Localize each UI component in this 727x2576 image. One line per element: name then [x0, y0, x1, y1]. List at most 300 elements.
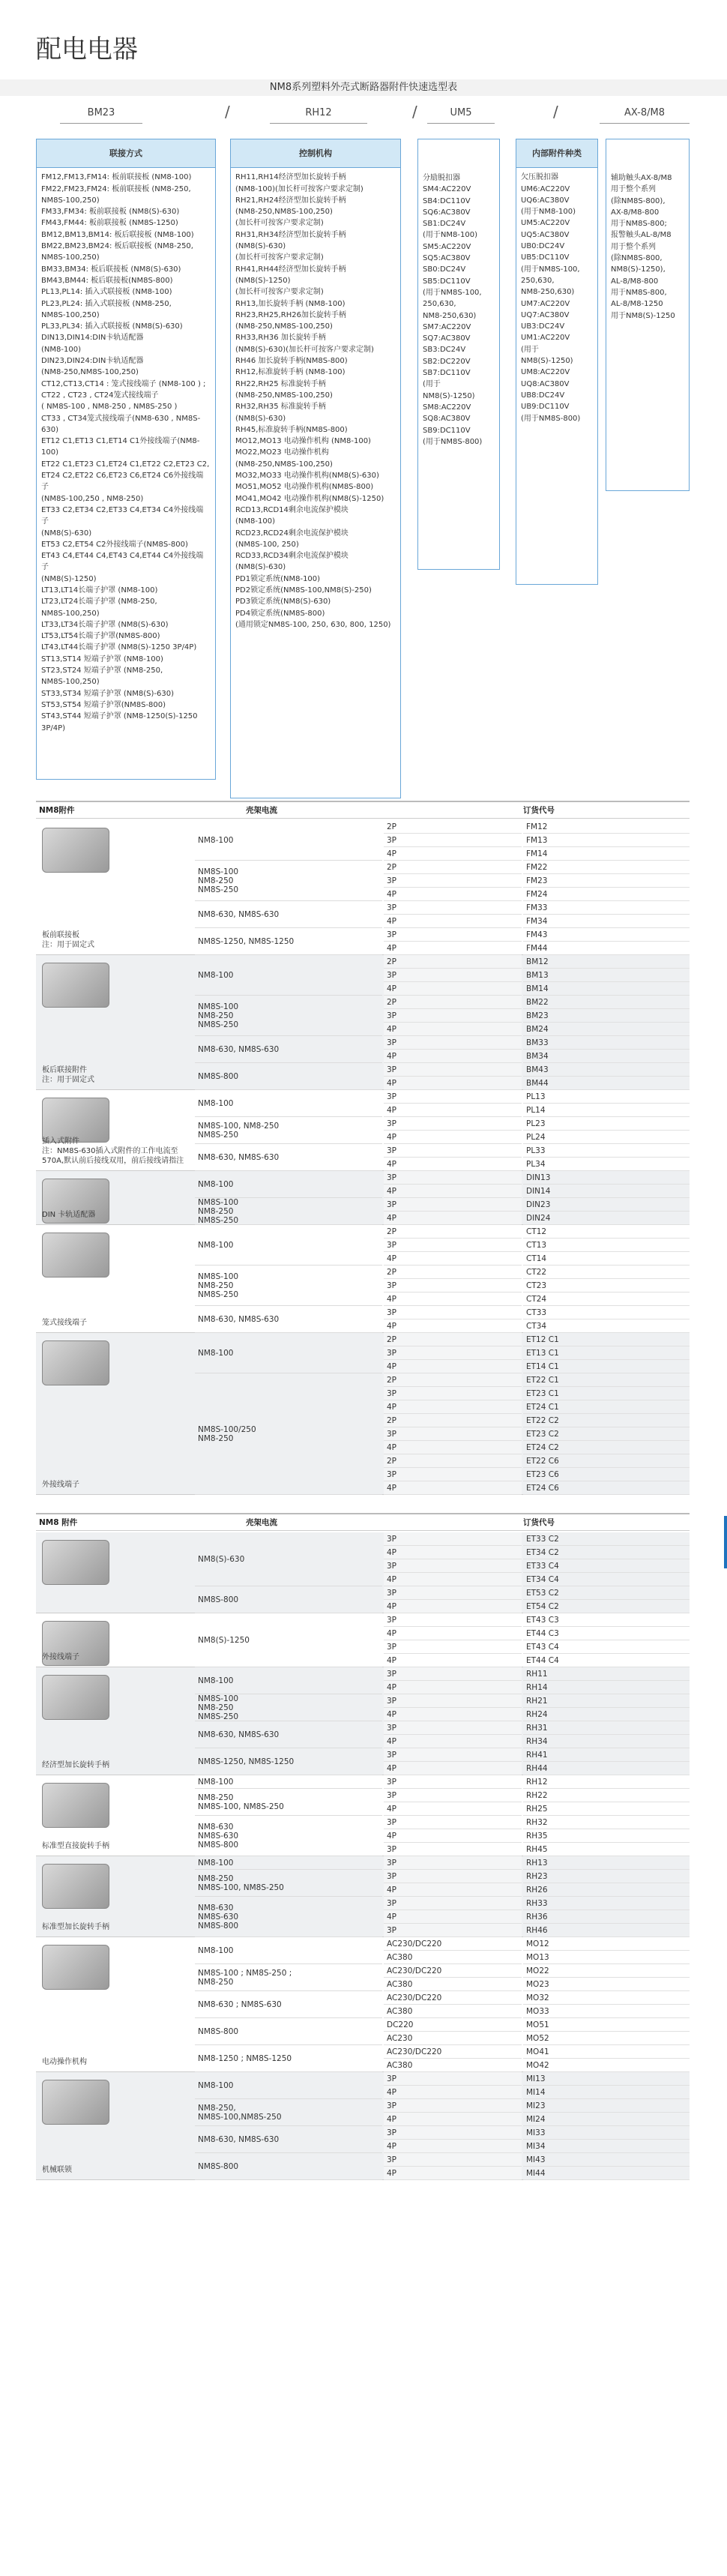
pole-cell: 2P — [384, 861, 522, 874]
pole-cell: 4P — [384, 1131, 522, 1144]
page-subtitle: NM8系列塑料外壳式断路器附件快速选型表 — [0, 79, 727, 96]
product-image — [42, 1098, 109, 1143]
order-code: RH36 — [523, 1910, 690, 1924]
pole-cell: 4P — [384, 1802, 522, 1816]
product-cell — [36, 955, 193, 1089]
category-ax8: AX-8/M8 — [600, 104, 690, 124]
pole-cell: DC220 — [384, 2018, 522, 2032]
pole-cell: 3P — [384, 1427, 522, 1441]
pole-cell: 3P — [384, 1532, 522, 1546]
frame-model: NM8-630, NM8S-630 — [195, 1036, 382, 1063]
order-code: ET34 C4 — [523, 1573, 690, 1586]
order-code: RH32 — [523, 1816, 690, 1829]
order-code: RH44 — [523, 1762, 690, 1775]
pole-cell: 3P — [384, 1306, 522, 1319]
accessory-group — [36, 1171, 690, 1225]
product-name: 板后联接附件 注：用于固定式 — [42, 1066, 94, 1084]
order-code: MO41 — [523, 2045, 690, 2059]
accessory-box — [36, 139, 216, 780]
pole-cell: 4P — [384, 1654, 522, 1667]
pole-cell: 4P — [384, 847, 522, 861]
table-header-cell: 订货代号 — [523, 806, 555, 815]
product-cell — [36, 820, 193, 954]
pole-cell: 3P — [384, 2126, 522, 2140]
frame-model: NM8S-100 NM8-250 NM8S-250 — [195, 1266, 382, 1306]
order-code: ET43 C4 — [523, 1640, 690, 1654]
order-code: MI13 — [523, 2072, 690, 2086]
frame-model: NM8-100 — [195, 1171, 382, 1198]
product-image — [42, 963, 109, 1008]
pole-cell: 2P — [384, 1266, 522, 1279]
pole-cell: 3P — [384, 1063, 522, 1077]
order-code: MO33 — [523, 2005, 690, 2018]
pole-cell: 4P — [384, 1481, 522, 1495]
pole-cell: AC230/DC220 — [384, 1964, 522, 1978]
pole-cell: 3P — [384, 1239, 522, 1252]
order-code: ET44 C3 — [523, 1627, 690, 1640]
order-code: RH35 — [523, 1829, 690, 1843]
order-code: ET43 C3 — [523, 1613, 690, 1627]
pole-cell: 3P — [384, 969, 522, 982]
product-cell — [36, 1667, 193, 1775]
pole-cell: 3P — [384, 1667, 522, 1681]
product-image — [42, 1864, 109, 1909]
product-name: 插入式附件 注：NM8S-630插入式附件的工作电流至 570A,默认前后接线双用，前后接线请指注 — [42, 1137, 184, 1165]
pole-cell: 4P — [384, 2167, 522, 2180]
box-body: RH11,RH14经济型加长旋转手柄 (NM8-100)(加长杆可按客户要求定制) RH21,RH24经济型加长旋转手柄 (NM8-250,NM8S-100,250) (加长杆可按客户要求定制) RH31,RH34经济型加长旋转手柄(NM8(S)-630) (加长杆可按客户要求定制) RH41,RH44经济型加长旋转手柄(NM8(S)-1250) (加长杆可按客户要求定制) RH13,加长旋转手柄 (NM8-100) RH23,RH25,RH26加长旋转手柄 (NM8-250,NM8S-100,250) RH33,RH36 加长旋转手柄 (NM8(S)-630)(加长杆可按客户要求定制) RH46 加长旋转手柄(NM8S-800) RH12,标准旋转手柄 (NM8-100) RH22,RH25 标准旋转手柄 (NM8-250,NM8S-100,250) RH32,RH35 标准旋转手柄 (NM8(S)-630) RH45,标准旋转手柄(NM8S-800) MO12,MO13 电动操作机构 (NM8-100) MO22,MO23 电动操作机构 (NM8-250,NM8S-100,250) MO32,MO33 电动操作机构(NM8(S)-630) MO51,MO52 电动操作机构(NM8S-800) MO41,MO42 电动操作机构(NM8(S)-1250) RCD13,RCD14剩余电流保护模块 (NM8-100) RCD23,RCD24剩余电流保护模块 (NM8S-100, 250) RCD33,RCD34剩余电流保护模块 (NM8(S)-630) PD1锁定系统(NM8-100) PD2锁定系统(NM8S-100,NM8(S)-250) PD3锁定系统(NM8(S)-630) PD4锁定系统(NM8S-800) (通用锁定NM8S-100, 250, 630, 800, 1250) — [235, 173, 391, 629]
accessory-group — [36, 1856, 690, 1937]
pole-cell: 2P — [384, 955, 522, 969]
order-code: BM23 — [523, 1009, 690, 1023]
order-code: MO42 — [523, 2059, 690, 2072]
slash-icon: / — [412, 103, 417, 121]
order-code: PL24 — [523, 1131, 690, 1144]
order-code: RH25 — [523, 1802, 690, 1816]
product-name: 笼式接线端子 — [42, 1319, 87, 1327]
frame-model: NM8-100 — [195, 1090, 382, 1117]
order-code: ET14 C1 — [523, 1360, 690, 1373]
product-name: 板前联接板 注：用于固定式 — [42, 931, 94, 949]
order-code: RH34 — [523, 1735, 690, 1748]
accessory-table — [36, 1513, 690, 2554]
product-cell — [36, 1171, 193, 1224]
pole-cell: 3P — [384, 1856, 522, 1870]
order-code: CT14 — [523, 1252, 690, 1266]
pole-cell: 2P — [384, 1373, 522, 1387]
order-code: RH12 — [523, 1775, 690, 1789]
pole-cell: 3P — [384, 1171, 522, 1185]
frame-model: NM8S-800 — [195, 1063, 382, 1090]
order-code: FM44 — [523, 942, 690, 955]
order-code: ET22 C6 — [523, 1454, 690, 1468]
pole-cell: 4P — [384, 1762, 522, 1775]
order-code: ET22 C2 — [523, 1414, 690, 1427]
order-code: MO13 — [523, 1951, 690, 1964]
order-code: BM13 — [523, 969, 690, 982]
pole-cell: 3P — [384, 1468, 522, 1481]
order-code: CT33 — [523, 1306, 690, 1319]
accessory-group — [36, 1937, 690, 2072]
table-header-cell: NM8 附件 — [39, 1518, 78, 1527]
table-header — [36, 802, 690, 819]
pole-cell: 4P — [384, 888, 522, 901]
category-bm23: BM23 — [60, 104, 142, 124]
pole-cell: 3P — [384, 1870, 522, 1883]
pole-cell: 4P — [384, 982, 522, 996]
accessory-box — [606, 139, 690, 491]
pole-cell: AC380 — [384, 1978, 522, 1991]
accessory-group — [36, 1225, 690, 1333]
order-code: ET53 C2 — [523, 1586, 690, 1600]
table-header-cell: 订货代号 — [523, 1518, 555, 1527]
pole-cell: 4P — [384, 1883, 522, 1897]
order-code: FM14 — [523, 847, 690, 861]
pole-cell: 2P — [384, 1414, 522, 1427]
category-rh12: RH12 — [270, 104, 367, 124]
product-name: 外接线端子 — [42, 1481, 79, 1489]
accessory-group — [36, 2072, 690, 2180]
order-code: ET24 C6 — [523, 1481, 690, 1495]
frame-model: NM8-630, NM8S-630 — [195, 901, 382, 928]
order-code: ET33 C4 — [523, 1559, 690, 1573]
product-image — [42, 1540, 109, 1585]
frame-model: NM8-630, NM8S-630 — [195, 1144, 382, 1171]
pole-cell: AC230/DC220 — [384, 1991, 522, 2005]
order-code: ET33 C2 — [523, 1532, 690, 1546]
frame-model: NM8S-800 — [195, 2018, 382, 2045]
pole-cell: 4P — [384, 1252, 522, 1266]
pole-cell: 4P — [384, 1400, 522, 1414]
product-cell — [36, 1613, 193, 1667]
order-code: RH21 — [523, 1694, 690, 1708]
product-cell — [36, 2072, 193, 2179]
table-header — [36, 1514, 690, 1531]
slash-icon: / — [553, 103, 558, 121]
pole-cell: 4P — [384, 915, 522, 928]
slash-icon: / — [225, 103, 230, 121]
order-code: RH11 — [523, 1667, 690, 1681]
table-header-cell: 壳架电流 — [246, 1518, 277, 1527]
table-header-cell: 壳架电流 — [246, 806, 277, 815]
pole-cell: AC230 — [384, 2032, 522, 2045]
accessory-group — [36, 820, 690, 955]
order-code: PL23 — [523, 1117, 690, 1131]
frame-model: NM8-630 NM8S-630 NM8S-800 — [195, 1897, 382, 1937]
pole-cell: 3P — [384, 928, 522, 942]
accessory-group — [36, 1667, 690, 1775]
pole-cell: 4P — [384, 1600, 522, 1613]
frame-model: NM8-100 — [195, 1225, 382, 1266]
order-code: DIN24 — [523, 1212, 690, 1225]
pole-cell: 4P — [384, 1104, 522, 1117]
table-header-cell: NM8附件 — [39, 806, 75, 815]
frame-model: NM8S-100 NM8-250 NM8S-250 — [195, 996, 382, 1036]
order-code: BM24 — [523, 1023, 690, 1036]
order-code: ET24 C1 — [523, 1400, 690, 1414]
pole-cell: 3P — [384, 1897, 522, 1910]
pole-cell: 2P — [384, 820, 522, 834]
pole-cell: 3P — [384, 1009, 522, 1023]
order-code: RH14 — [523, 1681, 690, 1694]
order-code: ET34 C2 — [523, 1546, 690, 1559]
accessory-group — [36, 1090, 690, 1171]
frame-model: NM8S-100 NM8-250 NM8S-250 — [195, 1198, 382, 1225]
pole-cell: 3P — [384, 1816, 522, 1829]
product-name: 经济型加长旋转手柄 — [42, 1761, 109, 1769]
frame-model: NM8-630 NM8S-630 NM8S-800 — [195, 1816, 382, 1856]
pole-cell: 4P — [384, 942, 522, 955]
frame-model: NM8-250 NM8S-100, NM8S-250 — [195, 1870, 382, 1897]
product-name: 机械联锁 — [42, 2166, 72, 2174]
order-code: FM13 — [523, 834, 690, 847]
pole-cell: 3P — [384, 1789, 522, 1802]
category-um5: UM5 — [427, 104, 495, 124]
order-code: BM14 — [523, 982, 690, 996]
pole-cell: 3P — [384, 1090, 522, 1104]
frame-model: NM8-100 — [195, 1667, 382, 1694]
accessory-group — [36, 1333, 690, 1495]
order-code: RH26 — [523, 1883, 690, 1897]
product-cell — [36, 1090, 193, 1170]
pole-cell: 3P — [384, 1613, 522, 1627]
product-cell — [36, 1856, 193, 1936]
frame-model: NM8-100 — [195, 820, 382, 861]
pole-cell: 3P — [384, 2099, 522, 2113]
order-code: FM43 — [523, 928, 690, 942]
order-code: RH24 — [523, 1708, 690, 1721]
order-code: BM43 — [523, 1063, 690, 1077]
order-code: MO32 — [523, 1991, 690, 2005]
order-code: MI23 — [523, 2099, 690, 2113]
frame-model: NM8S-100, NM8-250 NM8S-250 — [195, 1117, 382, 1144]
accessory-group — [36, 1775, 690, 1856]
order-code: MO51 — [523, 2018, 690, 2032]
product-image — [42, 1340, 109, 1385]
order-code: RH41 — [523, 1748, 690, 1762]
order-code: ET23 C6 — [523, 1468, 690, 1481]
frame-model: NM8-100 — [195, 1937, 382, 1964]
order-code: MI24 — [523, 2113, 690, 2126]
frame-model: NM8-100 — [195, 1775, 382, 1789]
order-code: ET12 C1 — [523, 1333, 690, 1346]
pole-cell: 4P — [384, 2113, 522, 2126]
box-body: 分励脱扣器 SM4:AC220V SB4:DC110V SQ6:AC380V SB1:DC24V (用于NM8-100) SM5:AC220V SQ5:AC380V SB0:DC24V SB5:DC110V (用于NM8S-100, 250,630, NM8-250,630) SM7:AC220V SQ7:AC380V SB3:DC24V SB2:DC220V SB7:DC110V (用于 NM8(S)-1250) SM8:AC220V SQ8:AC380V SB9:DC110V (用于NM8S-800) — [423, 174, 483, 446]
product-name: 电动操作机构 — [42, 2058, 87, 2066]
pole-cell: 4P — [384, 1627, 522, 1640]
product-image — [42, 2080, 109, 2125]
order-code: BM44 — [523, 1077, 690, 1090]
frame-model: NM8-1250 ; NM8S-1250 — [195, 2045, 382, 2072]
order-code: MO23 — [523, 1978, 690, 1991]
order-code: MO12 — [523, 1937, 690, 1951]
accessory-group — [36, 1532, 690, 1613]
pole-cell: 4P — [384, 1050, 522, 1063]
order-code: ET13 C1 — [523, 1346, 690, 1360]
pole-cell: 4P — [384, 1158, 522, 1171]
product-cell — [36, 1532, 193, 1613]
order-code: FM22 — [523, 861, 690, 874]
pole-cell: 3P — [384, 874, 522, 888]
frame-model: NM8-100 — [195, 955, 382, 996]
pole-cell: 4P — [384, 1573, 522, 1586]
pole-cell: 3P — [384, 1843, 522, 1856]
box-header: 控制机构 — [231, 139, 400, 168]
order-code: ET44 C4 — [523, 1654, 690, 1667]
order-code: CT12 — [523, 1225, 690, 1239]
product-image — [42, 1675, 109, 1720]
pole-cell: 4P — [384, 2140, 522, 2153]
box-body: FM12,FM13,FM14: 板前联接板 (NM8-100) FM22,FM23,FM24: 板前联接板 (NM8-250, NM8S-100,250) FM33,FM34: 板前联接板 (NM8(S)-630) FM43,FM44: 板前联接板 (NM8S-1250) BM12,BM13,BM14: 板后联接板 (NM8-100) BM22,BM23,BM24: 板后联接板 (NM8-250, NM8S-100,250) BM33,BM34: 板后联接板 (NM8(S)-630) BM43,BM44: 板后联接板(NM8S-800) PL13,PL14: 插入式联接板 (NM8-100) PL23,PL24: 插入式联接板 (NM8-250, NM8S-100,250) PL33,PL34: 插入式联接板 (NM8(S)-630) DIN13,DIN14:DIN卡轨适配器 (NM8-100) DIN23,DIN24:DIN卡轨适配器 (NM8-250,NM8S-100,250) CT12,CT13,CT14 : 笼式接线端子 (NM8-100 ) ; CT22 , CT23 , CT24笼式接线端子 ( NM8S-100 , NM8-250 , NM8S-250 ) CT33 , CT34笼式接线端子(NM8-630 , NM8S-630) ET12 C1,ET13 C1,ET14 C1外接线端子(NM8-100) ET22 C1,ET23 C1,ET24 C1,ET22 C2,ET23 C2, ET24 C2,ET22 C6,ET23 C6,ET24 C6外接线端子 (NM8S-100,250 , NM8-250) ET33 C2,ET34 C2,ET33 C4,ET34 C4外接线端子 (NM8(S)-630) ET53 C2,ET54 C2外接线端子(NM8S-800) ET43 C4,ET44 C4,ET43 C4,ET44 C4外接线端子 (NM8(S)-1250) LT13,LT14长端子护罩 (NM8-100) LT23,LT24长端子护罩 (NM8-250, NM8S-100,250) LT33,LT34长端子护罩 (NM8(S)-630) LT53,LT54长端子护罩(NM8S-800) LT43,LT44长端子护罩 (NM8(S)-1250 3P/4P) ST13,ST14 短端子护罩 (NM8-100) ST23,ST24 短端子护罩 (NM8-250, NM8S-100,250) ST33,ST34 短端子护罩 (NM8(S)-630) ST53,ST54 短端子护罩(NM8S-800) ST43,ST44 短端子护罩 (NM8-1250(S)-1250 3P/4P) — [41, 173, 210, 732]
order-code: DIN13 — [523, 1171, 690, 1185]
pole-cell: 3P — [384, 1586, 522, 1600]
order-code: BM33 — [523, 1036, 690, 1050]
order-code: PL14 — [523, 1104, 690, 1117]
pole-cell: 3P — [384, 2153, 522, 2167]
frame-model: NM8-630, NM8S-630 — [195, 1721, 382, 1748]
frame-model: NM8-100 — [195, 2072, 382, 2099]
order-code: MO22 — [523, 1964, 690, 1978]
frame-model: NM8-100 — [195, 1856, 382, 1870]
order-code: FM33 — [523, 901, 690, 915]
pole-cell: 4P — [384, 1319, 522, 1333]
order-code: PL13 — [523, 1090, 690, 1104]
pole-cell: 2P — [384, 996, 522, 1009]
frame-model: NM8S-100 NM8-250 NM8S-250 — [195, 861, 382, 901]
order-code: PL34 — [523, 1158, 690, 1171]
order-code: RH22 — [523, 1789, 690, 1802]
order-code: BM22 — [523, 996, 690, 1009]
order-code: RH23 — [523, 1870, 690, 1883]
product-cell — [36, 1937, 193, 2071]
box-header: 联接方式 — [37, 139, 215, 168]
pole-cell: 4P — [384, 1023, 522, 1036]
frame-model: NM8-630, NM8S-630 — [195, 2126, 382, 2153]
order-code: MI33 — [523, 2126, 690, 2140]
order-code: ET24 C2 — [523, 1441, 690, 1454]
frame-model: NM8S-1250, NM8S-1250 — [195, 928, 382, 955]
frame-model: NM8(S)-630 — [195, 1532, 382, 1586]
frame-model: NM8S-800 — [195, 2153, 382, 2180]
order-code: ET22 C1 — [523, 1373, 690, 1387]
order-code: MO52 — [523, 2032, 690, 2045]
pole-cell: 2P — [384, 1454, 522, 1468]
pole-cell: 3P — [384, 1279, 522, 1292]
product-cell — [36, 1775, 193, 1856]
frame-model: NM8-250 NM8S-100, NM8S-250 — [195, 1789, 382, 1816]
order-code: DIN14 — [523, 1185, 690, 1198]
order-code: CT24 — [523, 1292, 690, 1306]
order-code: RH13 — [523, 1856, 690, 1870]
pole-cell: AC380 — [384, 1951, 522, 1964]
pole-cell: 3P — [384, 1775, 522, 1789]
order-code: RH45 — [523, 1843, 690, 1856]
pole-cell: 4P — [384, 1910, 522, 1924]
order-code: PL33 — [523, 1144, 690, 1158]
pole-cell: 3P — [384, 1694, 522, 1708]
product-image — [42, 1233, 109, 1278]
order-code: CT13 — [523, 1239, 690, 1252]
order-code: MI44 — [523, 2167, 690, 2180]
pole-cell: 3P — [384, 1036, 522, 1050]
pole-cell: 3P — [384, 1117, 522, 1131]
box-header-spacer — [418, 139, 499, 169]
pole-cell: 4P — [384, 1708, 522, 1721]
pole-cell: 2P — [384, 1225, 522, 1239]
pole-cell: 4P — [384, 1681, 522, 1694]
frame-model: NM8-100 — [195, 1333, 382, 1373]
pole-cell: 3P — [384, 1640, 522, 1654]
product-name: 标准型直接旋转手柄 — [42, 1842, 109, 1850]
order-code: RH46 — [523, 1924, 690, 1937]
pole-cell: 4P — [384, 1735, 522, 1748]
pole-cell: 4P — [384, 1829, 522, 1843]
pole-cell: 4P — [384, 2086, 522, 2099]
pole-cell: 3P — [384, 1924, 522, 1937]
order-code: RH33 — [523, 1897, 690, 1910]
pole-cell: 3P — [384, 901, 522, 915]
accent-bar — [724, 1516, 727, 1568]
frame-model: NM8-250, NM8S-100,NM8S-250 — [195, 2099, 382, 2126]
order-code: DIN23 — [523, 1198, 690, 1212]
frame-model: NM8(S)-1250 — [195, 1613, 382, 1667]
order-code: FM23 — [523, 874, 690, 888]
order-code: ET23 C2 — [523, 1427, 690, 1441]
frame-model: NM8S-800 — [195, 1586, 382, 1613]
accessory-box — [516, 139, 598, 585]
pole-cell: 3P — [384, 1346, 522, 1360]
pole-cell: 4P — [384, 1185, 522, 1198]
order-code: MI34 — [523, 2140, 690, 2153]
order-code: BM12 — [523, 955, 690, 969]
frame-model: NM8-630, NM8S-630 — [195, 1306, 382, 1333]
pole-cell: 3P — [384, 1559, 522, 1573]
pole-cell: AC230/DC220 — [384, 2045, 522, 2059]
order-code: ET54 C2 — [523, 1600, 690, 1613]
frame-model: NM8S-1250, NM8S-1250 — [195, 1748, 382, 1775]
accessory-box — [230, 139, 401, 798]
box-body: 欠压脱扣器 UM6:AC220V UQ6:AC380V (用于NM8-100) UM5:AC220V UQ5:AC380V UB0:DC24V UB5:DC110V (用于NM8S-100, 250,630, NM8-250,630) UM7:AC220V UQ7:AC380V UB3:DC24V UM1:AC220V (用于 NM8(S)-1250) UM8:AC220V UQ8:AC380V UB8:DC24V UB9:DC110V (用于NM8S-800) — [521, 173, 581, 423]
frame-model: NM8S-100 ; NM8S-250 ; NM8-250 — [195, 1964, 382, 1991]
order-code: RH31 — [523, 1721, 690, 1735]
pole-cell: 4P — [384, 1546, 522, 1559]
pole-cell: 2P — [384, 1333, 522, 1346]
pole-cell: 3P — [384, 1144, 522, 1158]
pole-cell: 4P — [384, 1292, 522, 1306]
frame-model: NM8S-100 NM8-250 NM8S-250 — [195, 1694, 382, 1721]
frame-model: NM8S-100/250 NM8-250 — [195, 1373, 382, 1495]
frame-model: NM8-630 ; NM8S-630 — [195, 1991, 382, 2018]
pole-cell: 3P — [384, 834, 522, 847]
pole-cell: 3P — [384, 1748, 522, 1762]
product-image — [42, 1945, 109, 1990]
product-cell — [36, 1225, 193, 1332]
pole-cell: 3P — [384, 1387, 522, 1400]
pole-cell: 4P — [384, 1441, 522, 1454]
order-code: ET23 C1 — [523, 1387, 690, 1400]
pole-cell: 4P — [384, 1212, 522, 1225]
page-title: 配电电器 — [36, 34, 138, 64]
product-image — [42, 828, 109, 873]
pole-cell: 3P — [384, 1198, 522, 1212]
product-cell — [36, 1333, 193, 1494]
box-header: 内部附件种类 — [516, 139, 597, 168]
order-code: FM34 — [523, 915, 690, 928]
order-code: FM24 — [523, 888, 690, 901]
order-code: FM12 — [523, 820, 690, 834]
accessory-group — [36, 955, 690, 1090]
pole-cell: 4P — [384, 1360, 522, 1373]
pole-cell: 3P — [384, 1721, 522, 1735]
